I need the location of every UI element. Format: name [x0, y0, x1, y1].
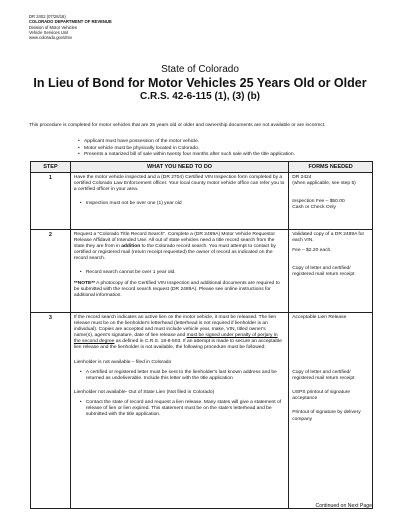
table-row	[31, 173, 373, 230]
division-name: Division of Motor Vehicles	[29, 24, 77, 30]
step-bullet: • Contact the state of record and request a lien release. Many states will give a statement of release of lien or lien expired. This statement must be on the state's letterhead and be submitted with the title application.	[74, 400, 285, 418]
step-bullet: • Record search cannot be over 1 year old.	[74, 270, 285, 276]
table-row	[31, 230, 373, 313]
step-instructions	[70, 313, 288, 509]
requirement-item: • Applicant must have possession of the motor vehicle.	[78, 139, 370, 146]
step-bullet: • Inspection must not be over one (1) year old	[74, 201, 285, 207]
step-column-header: STEP	[31, 162, 71, 173]
forms-needed	[289, 173, 373, 230]
step-text	[74, 232, 285, 262]
page-title: In Lieu of Bond for Motor Vehicles 25 Years Old or Older	[33, 76, 367, 90]
underlined-text: must be signed under penalty of perjury in the second degree	[73, 333, 278, 345]
form-item: Acceptable Lien Release	[292, 315, 347, 320]
step-bullet: • A certified or registered letter must be sent to the lienholder's last known address and be returned as undeliverable. Include this letter with the title application	[74, 370, 285, 382]
title-block	[0, 64, 400, 103]
forms-needed	[289, 313, 373, 509]
form-item: (when applicable, see step 5)	[292, 181, 356, 187]
website-link[interactable]: www.colorado.gov/dmv	[29, 35, 73, 41]
form-item: Cash or Check Only	[292, 205, 336, 211]
requirement-item: • Motor vehicle must be physically located in Colorado.	[78, 146, 370, 153]
unit-name: Vehicle Services Unit	[29, 29, 69, 35]
state-title: State of Colorado	[161, 64, 239, 75]
form-item: Printout of signature by delivery company	[292, 410, 361, 422]
steps-table	[30, 161, 373, 509]
table-header-row	[31, 162, 373, 173]
form-item: Copy of letter and certified/ registered mail return receipt	[292, 266, 355, 278]
form-item: USPS printout of signature acceptance	[292, 390, 351, 402]
sub-heading: Lienholder not available- Out of State Lien (Not filed in Colorado)	[73, 389, 215, 395]
form-item: Fee – $2.20 each.	[292, 248, 332, 254]
emphasis-text: addition	[121, 244, 141, 250]
intro-text: This procedure is completed for motor vehicles that are 25 years old or older and ownership documents are not available or are incorrect.	[29, 123, 326, 128]
continued-note: Continued on Next Page	[315, 503, 372, 509]
note-text	[74, 281, 285, 299]
step-number: 2	[31, 230, 71, 313]
form-item: DR 2424	[292, 175, 312, 180]
step-text-part: Request a "Colorado Title Record Search". Complete a (DR 2489A) Motor Vehicle Requestor Release Affidavit of Intended Use. All out of state vehicles need a title record search from the state they are from in	[73, 232, 275, 250]
form-number: DR 2402 (07/26/16)	[29, 14, 66, 19]
requirements-list	[78, 139, 370, 159]
step-instructions	[70, 173, 288, 230]
step-number: 3	[31, 313, 71, 509]
requirement-item: • Presents a notarized bill of sale within twenty four months after such sale with the title application.	[78, 152, 370, 159]
step-instructions	[70, 230, 288, 313]
sub-heading: Lienholder is not available – filed in Colorado	[73, 359, 172, 365]
note-label: **NOTE**	[73, 280, 96, 286]
form-item: Validated copy of a DR 2489A for each VIN.	[292, 232, 365, 244]
form-item: Inspection Fee – $50.00	[292, 199, 345, 205]
step-text-part: If the record search indicates an active lien on the motor vehicle, it must be released. The lien release must be on the lienholder's letterhead (letterhead is not required if lienholder is an individual). Copies are accepted and must include vehicle year, make, VIN, titled owner's name(s), agent's signature, date of lien release and	[73, 315, 277, 339]
what-column-header: WHAT YOU NEED TO DO	[70, 162, 288, 173]
form-header	[29, 14, 112, 40]
department-name: COLORADO DEPARTMENT OF REVENUE	[29, 19, 112, 25]
step-number: 1	[31, 173, 71, 230]
statute-reference: C.R.S. 42-6-115 (1), (3) (b)	[139, 91, 261, 102]
step-text-part: to the Colorado record search. You must attempt to contact by certified or registered mail (return receipt requested) the owner of record as indicated on the record search.	[73, 244, 276, 262]
table-row	[31, 313, 373, 509]
step-text: Have the motor vehicle inspected and a (DR 2704) Certified VIN Inspection form completed by a certified Colorado Law Enforcement officer. Your local county motor vehicle office can refer you to a certified officer in your area.	[73, 175, 285, 193]
note-body: A photocopy of the Certified VIN Inspection and additional documents are required to be submitted with the record search request (DR 2489A). Please see online instructions for additional information.	[73, 280, 280, 298]
step-text	[74, 315, 285, 352]
forms-needed	[289, 230, 373, 313]
step-text-part: as defined in C.R.S. 18-8-503. If an attempt is made to secure an acceptable lien release and the lienholder is not available, the following procedure must be followed:	[73, 339, 282, 351]
form-item: Copy of letter and certified/ registered mail return receipt	[292, 370, 355, 382]
forms-column-header: FORMS NEEDED	[289, 162, 373, 173]
